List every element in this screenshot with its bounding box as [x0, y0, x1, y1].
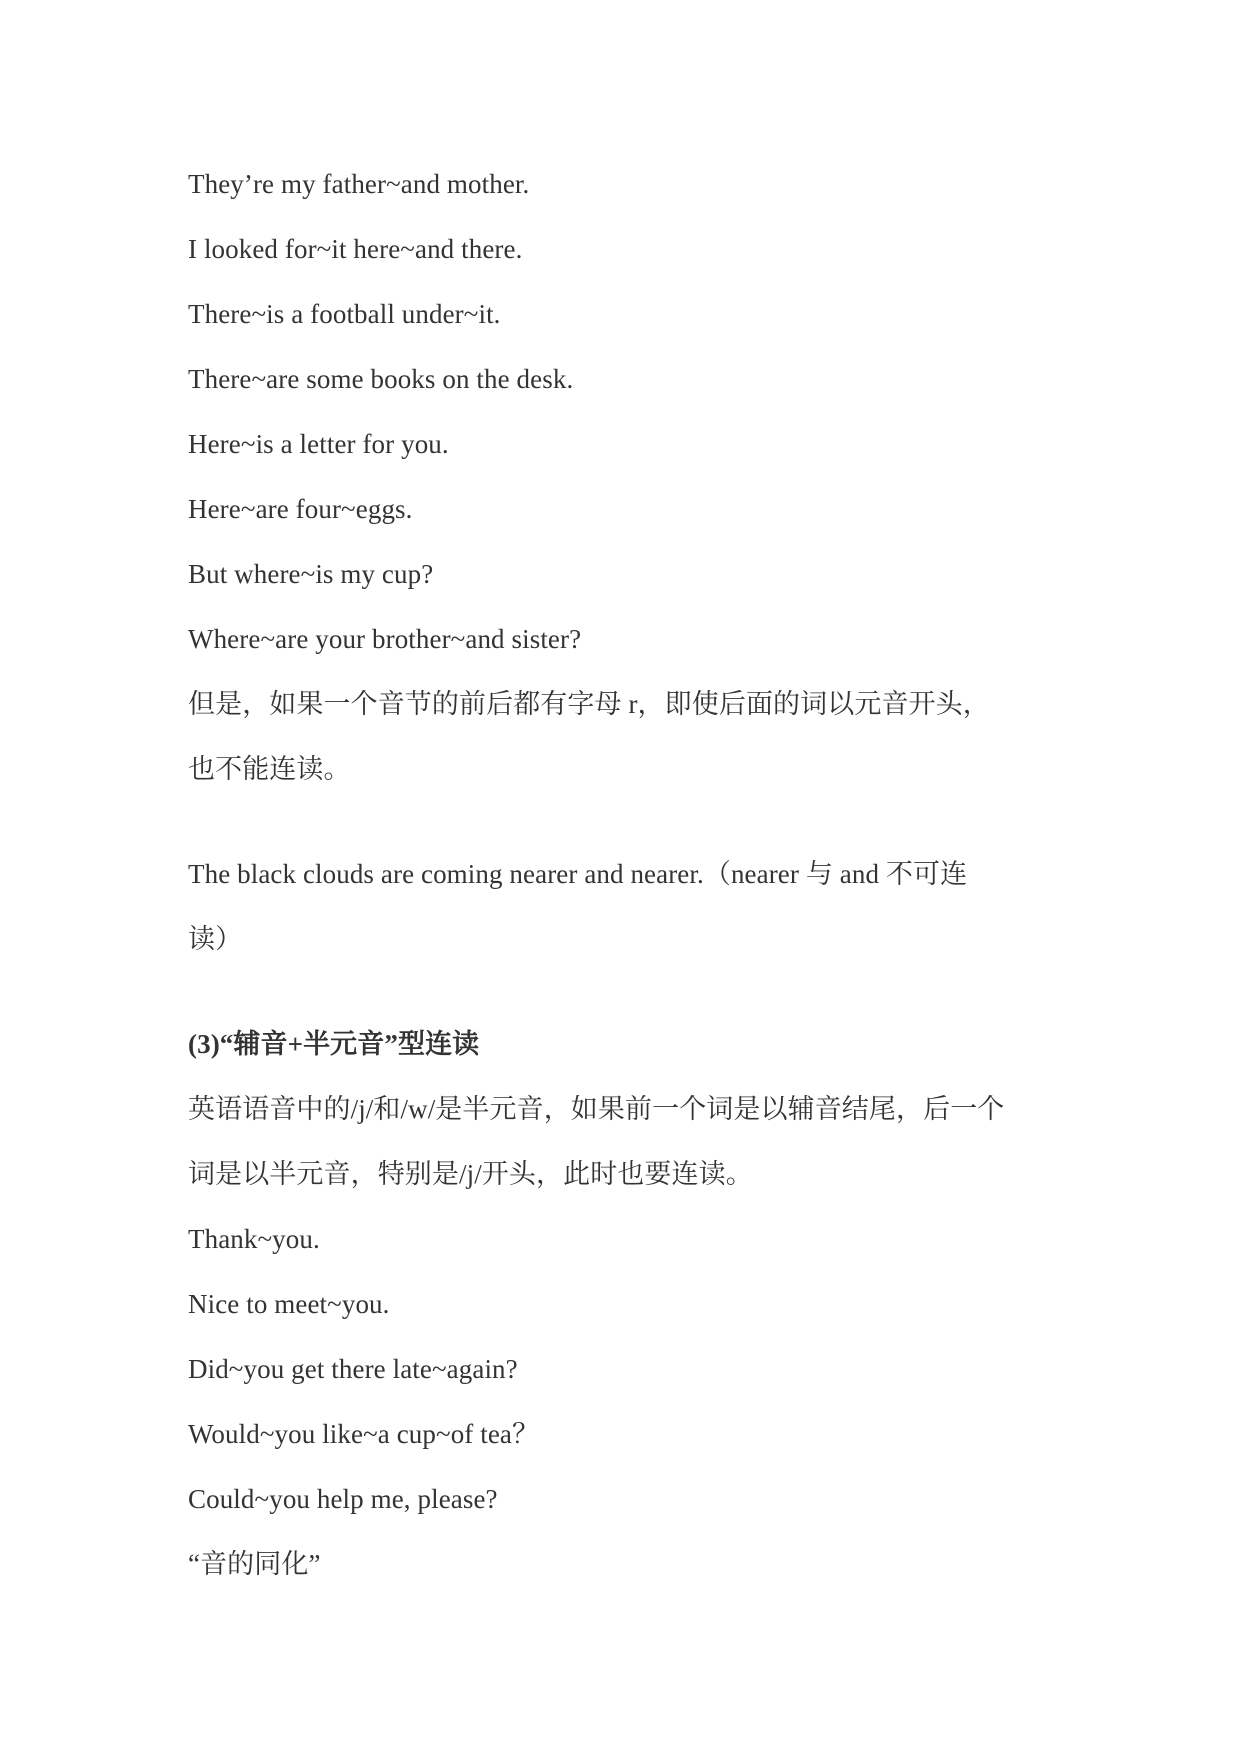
example-sentence: Would~you like~a cup~of tea？: [188, 1419, 540, 1449]
example-sentence: Thank~you.: [188, 1224, 320, 1254]
example-sentence: Here~is a letter for you.: [188, 429, 449, 459]
section-heading: (3)“辅音+半元音”型连读: [188, 1029, 480, 1059]
rule-paragraph-line: 但是，如果一个音节的前后都有字母 r，即使后面的词以元音开头，: [188, 689, 990, 719]
example-sentence: I looked for~it here~and there.: [188, 234, 523, 264]
subsection-label: “音的同化”: [188, 1549, 321, 1579]
example-sentence: Where~are your brother~and sister?: [188, 624, 582, 654]
example-sentence: But where~is my cup?: [188, 559, 434, 589]
example-sentence: Here~are four~eggs.: [188, 494, 413, 524]
rule-paragraph-line: 也不能连读。: [188, 754, 351, 784]
rule-paragraph-line: 词是以半元音，特别是/j/开头，此时也要连读。: [188, 1159, 753, 1189]
example-with-note: The black clouds are coming nearer and nearer.（nearer 与 and 不可连: [188, 859, 968, 889]
rule-paragraph-line: 英语语音中的/j/和/w/是半元音，如果前一个词是以辅音结尾，后一个: [188, 1094, 1005, 1124]
example-sentence: They’re my father~and mother.: [188, 169, 530, 199]
example-sentence: Could~you help me, please?: [188, 1484, 498, 1514]
example-sentence: There~are some books on the desk.: [188, 364, 574, 394]
example-with-note: 读）: [188, 924, 243, 954]
example-sentence: Nice to meet~you.: [188, 1289, 390, 1319]
example-sentence: Did~you get there late~again?: [188, 1354, 518, 1384]
example-sentence: There~is a football under~it.: [188, 299, 501, 329]
